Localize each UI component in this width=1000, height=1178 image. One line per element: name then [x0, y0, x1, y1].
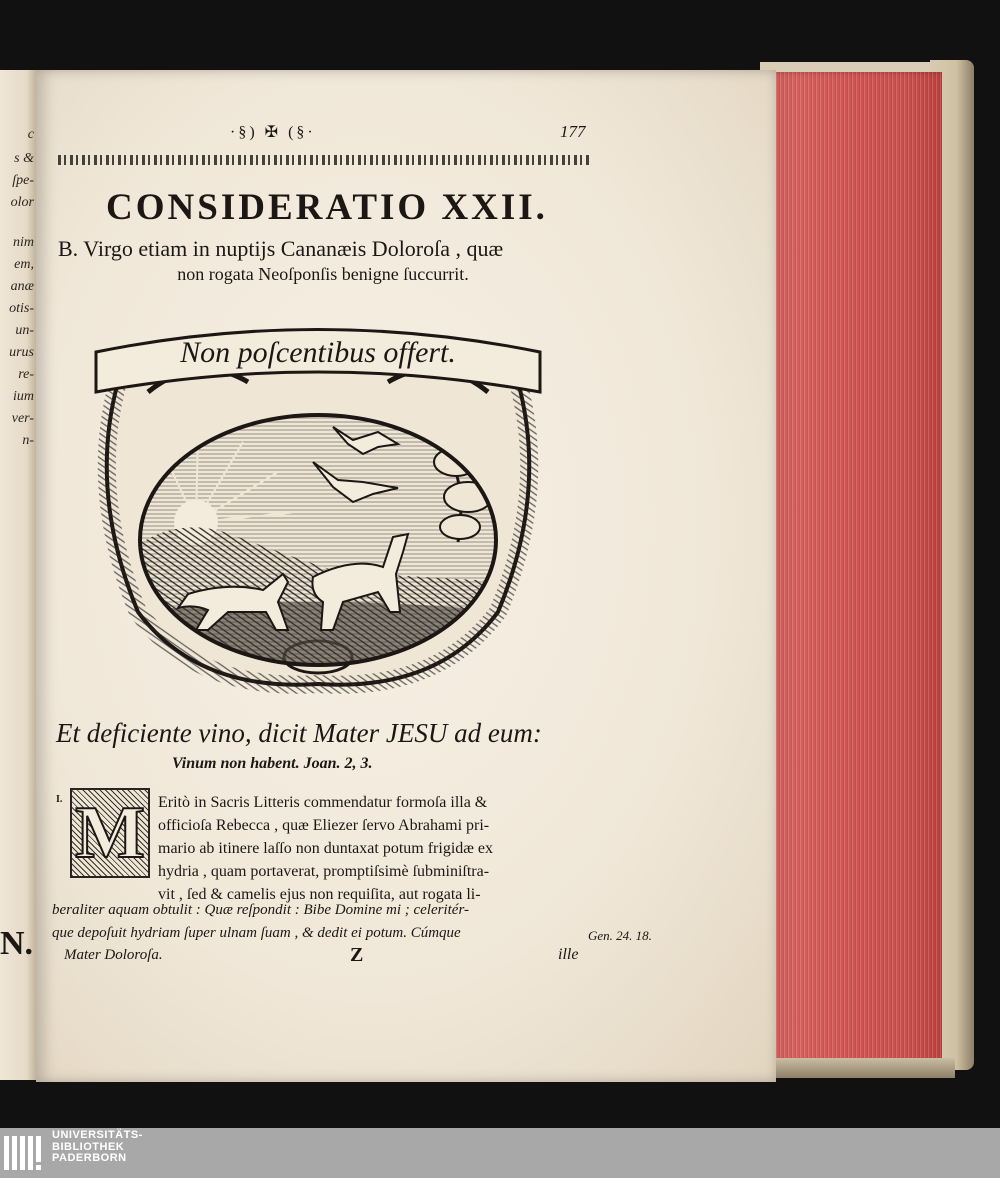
left-page-fragment: s &: [14, 151, 34, 166]
left-page-fragment: ver-: [11, 411, 34, 426]
library-name: [52, 1130, 143, 1165]
body-text-line: vit , ſed & camelis ejus non requiſita, aut rogata li-: [158, 886, 481, 903]
library-name-line: UNIVERSITÄTS-: [52, 1129, 143, 1141]
initial-letter: M: [75, 792, 145, 874]
body-text-line: Eritò in Sacris Litteris commendatur formoſa illa &: [158, 794, 488, 811]
paragraph-number: I.: [56, 794, 63, 805]
body-text-line: mario ab itinere laſſo non duntaxat potum frigidæ ex: [158, 840, 494, 857]
library-logo-icon: [2, 1132, 48, 1174]
body-text-line: beraliter aquam obtulit : Quæ reſpondit : Bibe Domine mi ; celeritér-: [52, 902, 469, 918]
body-text-line: que depoſuit hydriam ſuper ulnam ſuam , & dedit ei potum. Cúmque: [52, 925, 461, 941]
red-page-edges: [760, 72, 942, 1077]
signature-mark: Z: [350, 944, 364, 966]
body-text-line: hydria , quam portaverat, promptiſsimè ſubminiſtra-: [158, 863, 490, 880]
library-name-line: PADERBORN: [52, 1152, 127, 1164]
subtitle-line-2: non rogata Neoſponſis benigne ſuccurrit.: [177, 264, 469, 284]
body-text-line: Mater Doloroſa.: [64, 947, 163, 963]
left-page-fragment: c: [27, 127, 34, 142]
page-header-ornament: ·§) ✠ (§·: [230, 124, 316, 141]
decorated-initial: [70, 788, 150, 878]
page-title: CONSIDERATIO XXII.: [106, 187, 548, 228]
left-page-fragment: nim: [13, 235, 34, 250]
scripture-quote: Et deficiente vino, dicit Mater JESU ad eum:: [56, 718, 542, 748]
subtitle-line-1: B. Virgo etiam in nuptijs Cananæis Doloroſa , quæ: [58, 236, 504, 261]
left-page-fragment: otis-: [9, 301, 34, 316]
left-page-fragment: anæ: [10, 279, 34, 294]
library-footer-bar: [0, 1128, 1000, 1178]
page-number: 177: [560, 122, 586, 141]
margin-note: Gen. 24. 18.: [588, 928, 652, 943]
scripture-reference: Vinum non habent. Joan. 2, 3.: [172, 755, 373, 772]
left-page-fragment: re-: [18, 367, 34, 382]
left-page-edge: [0, 70, 38, 1080]
left-page-large-letter: N.: [0, 925, 34, 962]
ornamental-border: [58, 152, 590, 168]
left-page-fragment: n-: [22, 433, 34, 448]
body-text-line: officioſa Rebecca , quæ Eliezer ſervo Abrahami pri-: [158, 817, 490, 834]
emblem-engraving: [78, 312, 558, 712]
left-page-fragment: olor: [10, 195, 34, 210]
library-name-line: BIBLIOTHEK: [52, 1140, 125, 1153]
book-bottom-edge: [770, 1058, 955, 1078]
left-page-fragment: un-: [15, 323, 34, 338]
catchword: ille: [558, 946, 579, 963]
left-page-fragment: urus: [9, 345, 34, 360]
emblem-motto: Non poſcentibus offert.: [180, 336, 456, 369]
left-page-fragment: ium: [13, 389, 34, 404]
left-page-fragment: em,: [14, 257, 34, 272]
left-page-fragment: ſpe-: [12, 173, 34, 188]
